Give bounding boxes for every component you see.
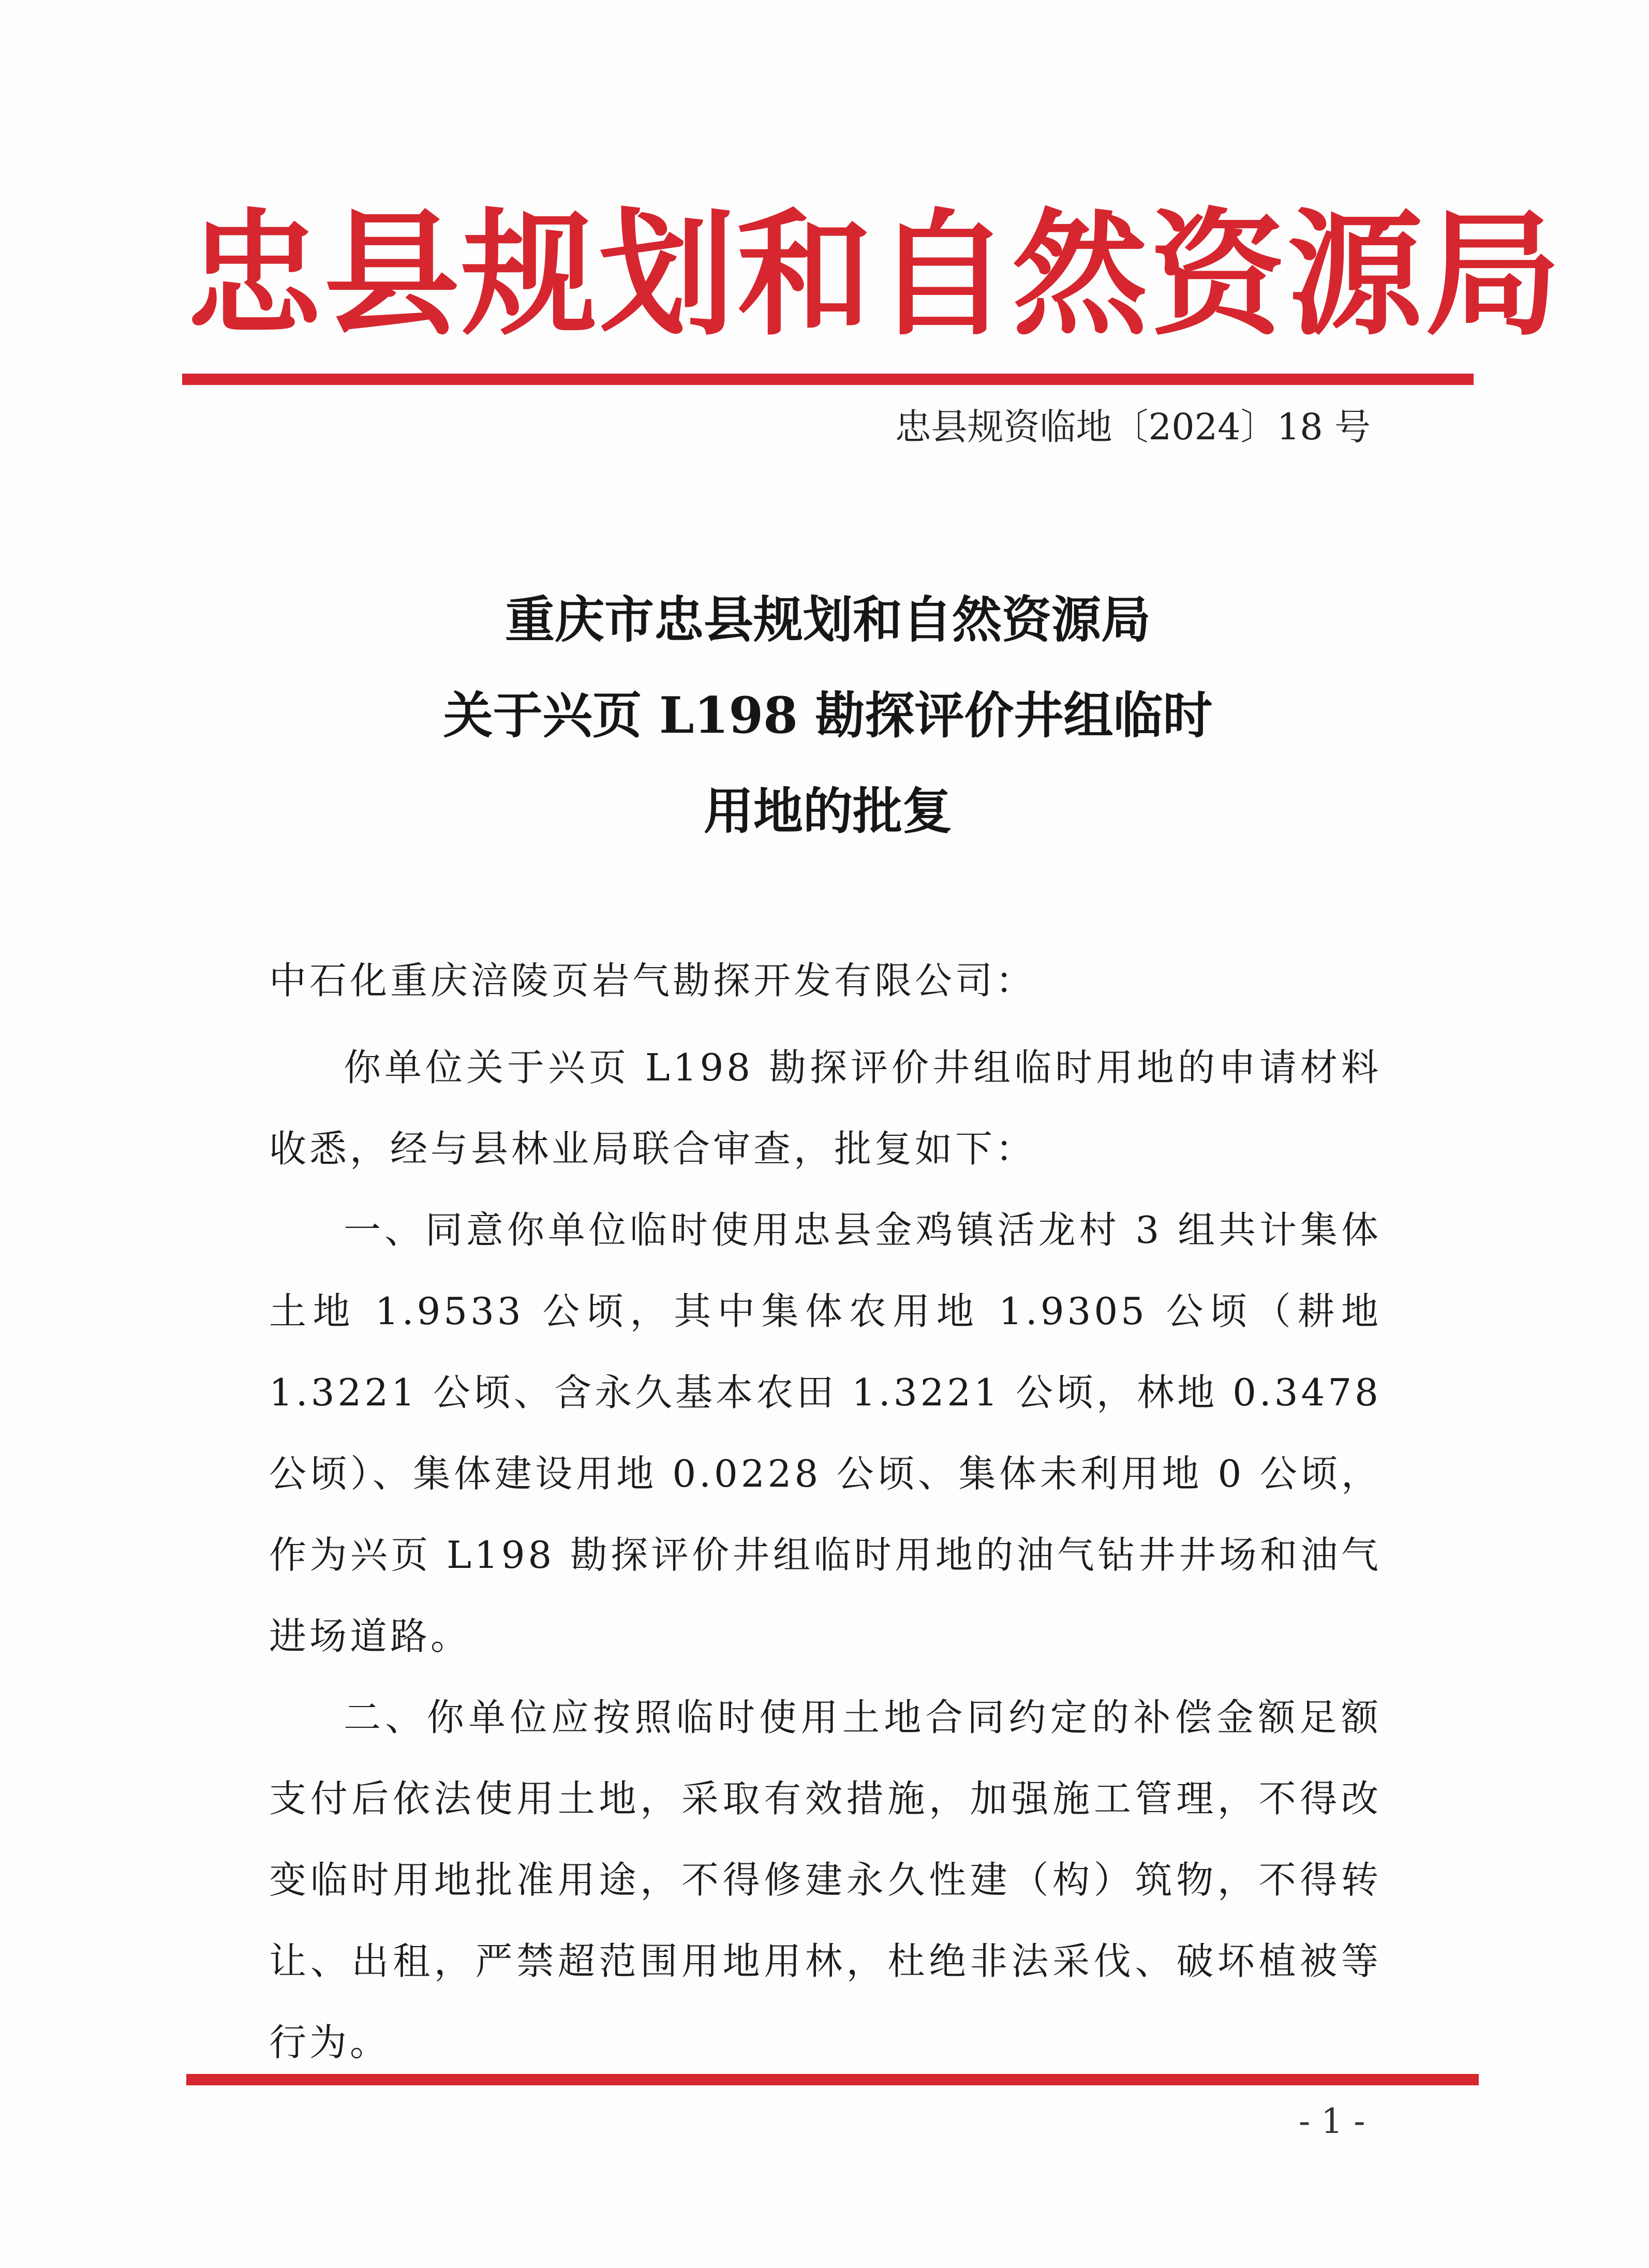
body-paragraph-2: 一、同意你单位临时使用忠县金鸡镇活龙村 3 组共计集体土地 1.9533 公顷，其中集体农用地 1.9305 公顷（耕地 1.3221 公顷、含永久基本农田 1.3221 公顷，林地 0.3478 公顷）、集体建设用地 0.0228 公顷、集体未利用地 0 公顷，作为兴页 L198 勘探评价井组临时用地的油气钻井井场和油气进场道路。 [269, 1208, 1381, 1658]
body-paragraph-3: 二、你单位应按照临时使用土地合同约定的补偿金额足额支付后依法使用土地，采取有效措施，加强施工管理，不得改变临时用地批准用途，不得修建永久性建（构）筑物，不得转让、出租，严禁超范围用地用林，杜绝非法采伐、破坏植被等行为。 [269, 1696, 1381, 2064]
agency-masthead: 忠县规划和自然资源局 [186, 195, 1563, 354]
document-title [155, 572, 1501, 859]
title-line-1: 重庆市忠县规划和自然资源局 [505, 590, 1151, 649]
document-number: 忠县规资临地〔2024〕18 号 [895, 406, 1371, 448]
body-paragraph-1: 你单位关于兴页 L198 勘探评价井组临时用地的申请材料收悉，经与县林业局联合审查，批复如下： [269, 1046, 1381, 1170]
page-number: - 1 - [1299, 2101, 1365, 2141]
masthead-red-rule [182, 374, 1474, 385]
title-line-3: 用地的批复 [704, 782, 952, 840]
title-line-2: 关于兴页 L198 勘探评价井组临时 [443, 686, 1213, 745]
footer-red-rule [186, 2074, 1479, 2085]
salutation: 中石化重庆涪陵页岩气勘探开发有限公司： [269, 959, 1036, 1002]
document-body [269, 1027, 1381, 2083]
